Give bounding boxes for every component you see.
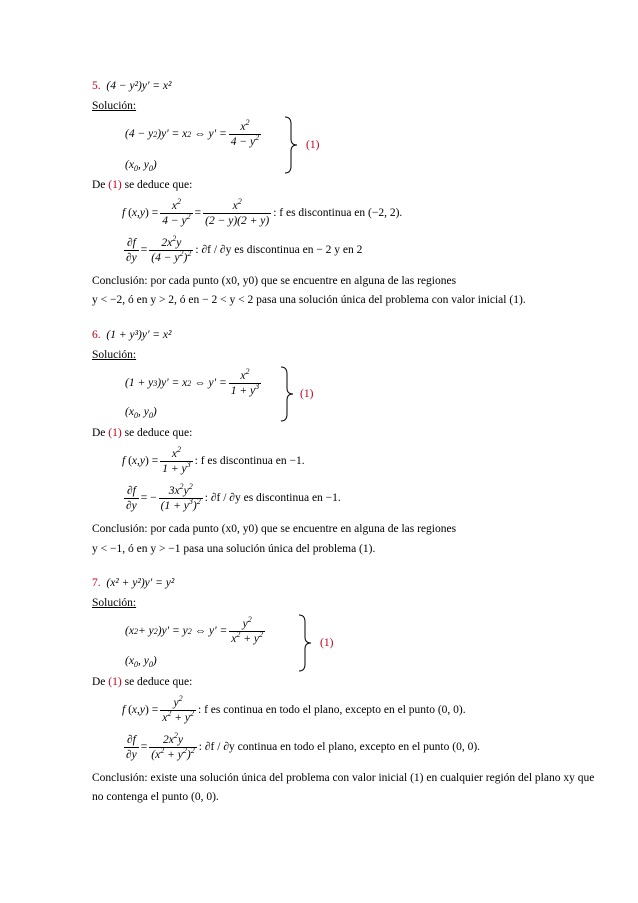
deduce-label: De (1) se deduce que: (92, 676, 193, 688)
conclusion-line-2: no contenga el punto (0, 0). (92, 791, 219, 803)
conclusion-line-2: y < −1, ó en y > −1 pasa una solución única del problema (1). (92, 543, 376, 555)
deduce-label: De (1) se deduce que: (92, 427, 193, 439)
problem-equation: (1 + y³)y' = x² (106, 329, 172, 341)
problem-equation: (4 − y²)y' = x² (106, 80, 172, 92)
deduce-label: De (1) se deduce que: (92, 179, 193, 191)
solucion-label: Solución: (92, 100, 137, 112)
df-expression-6: ∂f ∂y = − $3x^2y^2$ $(1 + y^3)^2$ : ∂f / ∂y es discontinua en −1. (126, 482, 341, 513)
problem-number: 5. (92, 80, 101, 92)
right-brace-icon (298, 614, 312, 672)
right-brace-icon (280, 366, 294, 422)
f-expression-5: f ( x , y ) = $x^2$ $4 - y^2$ = $x^2$ (2 − y)(2 + y) : f es discontinua en (−2, 2). (122, 197, 403, 228)
conclusion-line-1: Conclusión: existe una solución única del problema con valor inicial (1) en cualquier región del plano xy que (92, 772, 595, 784)
f-expression-7: f ( x , y ) = $y^2$ $x^2 + y^2$ : f es continua en todo el plano, excepto en el punto (0, 0). (122, 694, 466, 725)
problem-5-heading (92, 81, 171, 93)
problem-6-heading (92, 330, 171, 342)
df-description: : ∂f / ∂y continua en todo el plano, excepto en el punto (0, 0). (198, 741, 481, 754)
equation-ref: (1) (306, 139, 320, 151)
conclusion-line-1: Conclusión: por cada punto (x0, y0) que se encuentre en alguna de las regiones (92, 275, 457, 287)
conclusion-line-1: Conclusión: por cada punto (x0, y0) que se encuentre en alguna de las regiones (92, 523, 457, 535)
problem-number: 6. (92, 329, 101, 341)
f-description: : f es discontinua en (−2, 2). (273, 207, 403, 220)
df-description: : ∂f / ∂y es discontinua en − 2 y en 2 (195, 244, 363, 257)
f-expression-6: f ( x , y ) = $x^2$ $1 + y^3$ : f es discontinua en −1. (122, 445, 305, 476)
system-5: (4 − y 2 )y' = x 2 ⇔ y' = $x^2$ $4 - y^2$ (125, 118, 260, 149)
solucion-label: Solución: (92, 349, 137, 361)
equation-ref: (1) (320, 637, 334, 649)
initial-point: ($x_0$, $y_0$) (125, 406, 157, 420)
df-expression-7: ∂f ∂y = $2x^2y$ $(x^2 + y^2)^2$ : ∂f / ∂y continua en todo el plano, excepto en el punto (0, 0). (126, 731, 481, 762)
df-expression-5: ∂f ∂y = $2x^2y$ $(4 - y^2)^2$ : ∂f / ∂y es discontinua en − 2 y en 2 (126, 234, 363, 265)
initial-point: ($x_0$, $y_0$) (125, 655, 157, 669)
system-7: (x 2 + y 2 )y' = y 2 ⇔ y' = $y^2$ $x^2 + y^2$ (125, 615, 264, 646)
f-description: : f es continua en todo el plano, excepto en el punto (0, 0). (198, 704, 466, 717)
problem-7-heading (92, 578, 174, 590)
f-description: : f es discontinua en −1. (194, 455, 305, 468)
conclusion-line-2: y < −2, ó en y > 2, ó en − 2 < y < 2 pasa una solución única del problema con valor inicial (1). (92, 294, 526, 306)
equation-ref: (1) (300, 388, 314, 400)
right-brace-icon (284, 116, 298, 174)
problem-equation: (x² + y²)y' = y² (106, 577, 175, 589)
solucion-label: Solución: (92, 597, 137, 609)
df-description: : ∂f / ∂y es discontinua en −1. (204, 492, 341, 505)
initial-point: ($x_0$, $y_0$) (125, 159, 157, 173)
problem-number: 7. (92, 577, 101, 589)
system-6: (1 + y 3 )y' = x 2 ⇔ y' = $x^2$ $1 + y^3$ (125, 367, 260, 398)
